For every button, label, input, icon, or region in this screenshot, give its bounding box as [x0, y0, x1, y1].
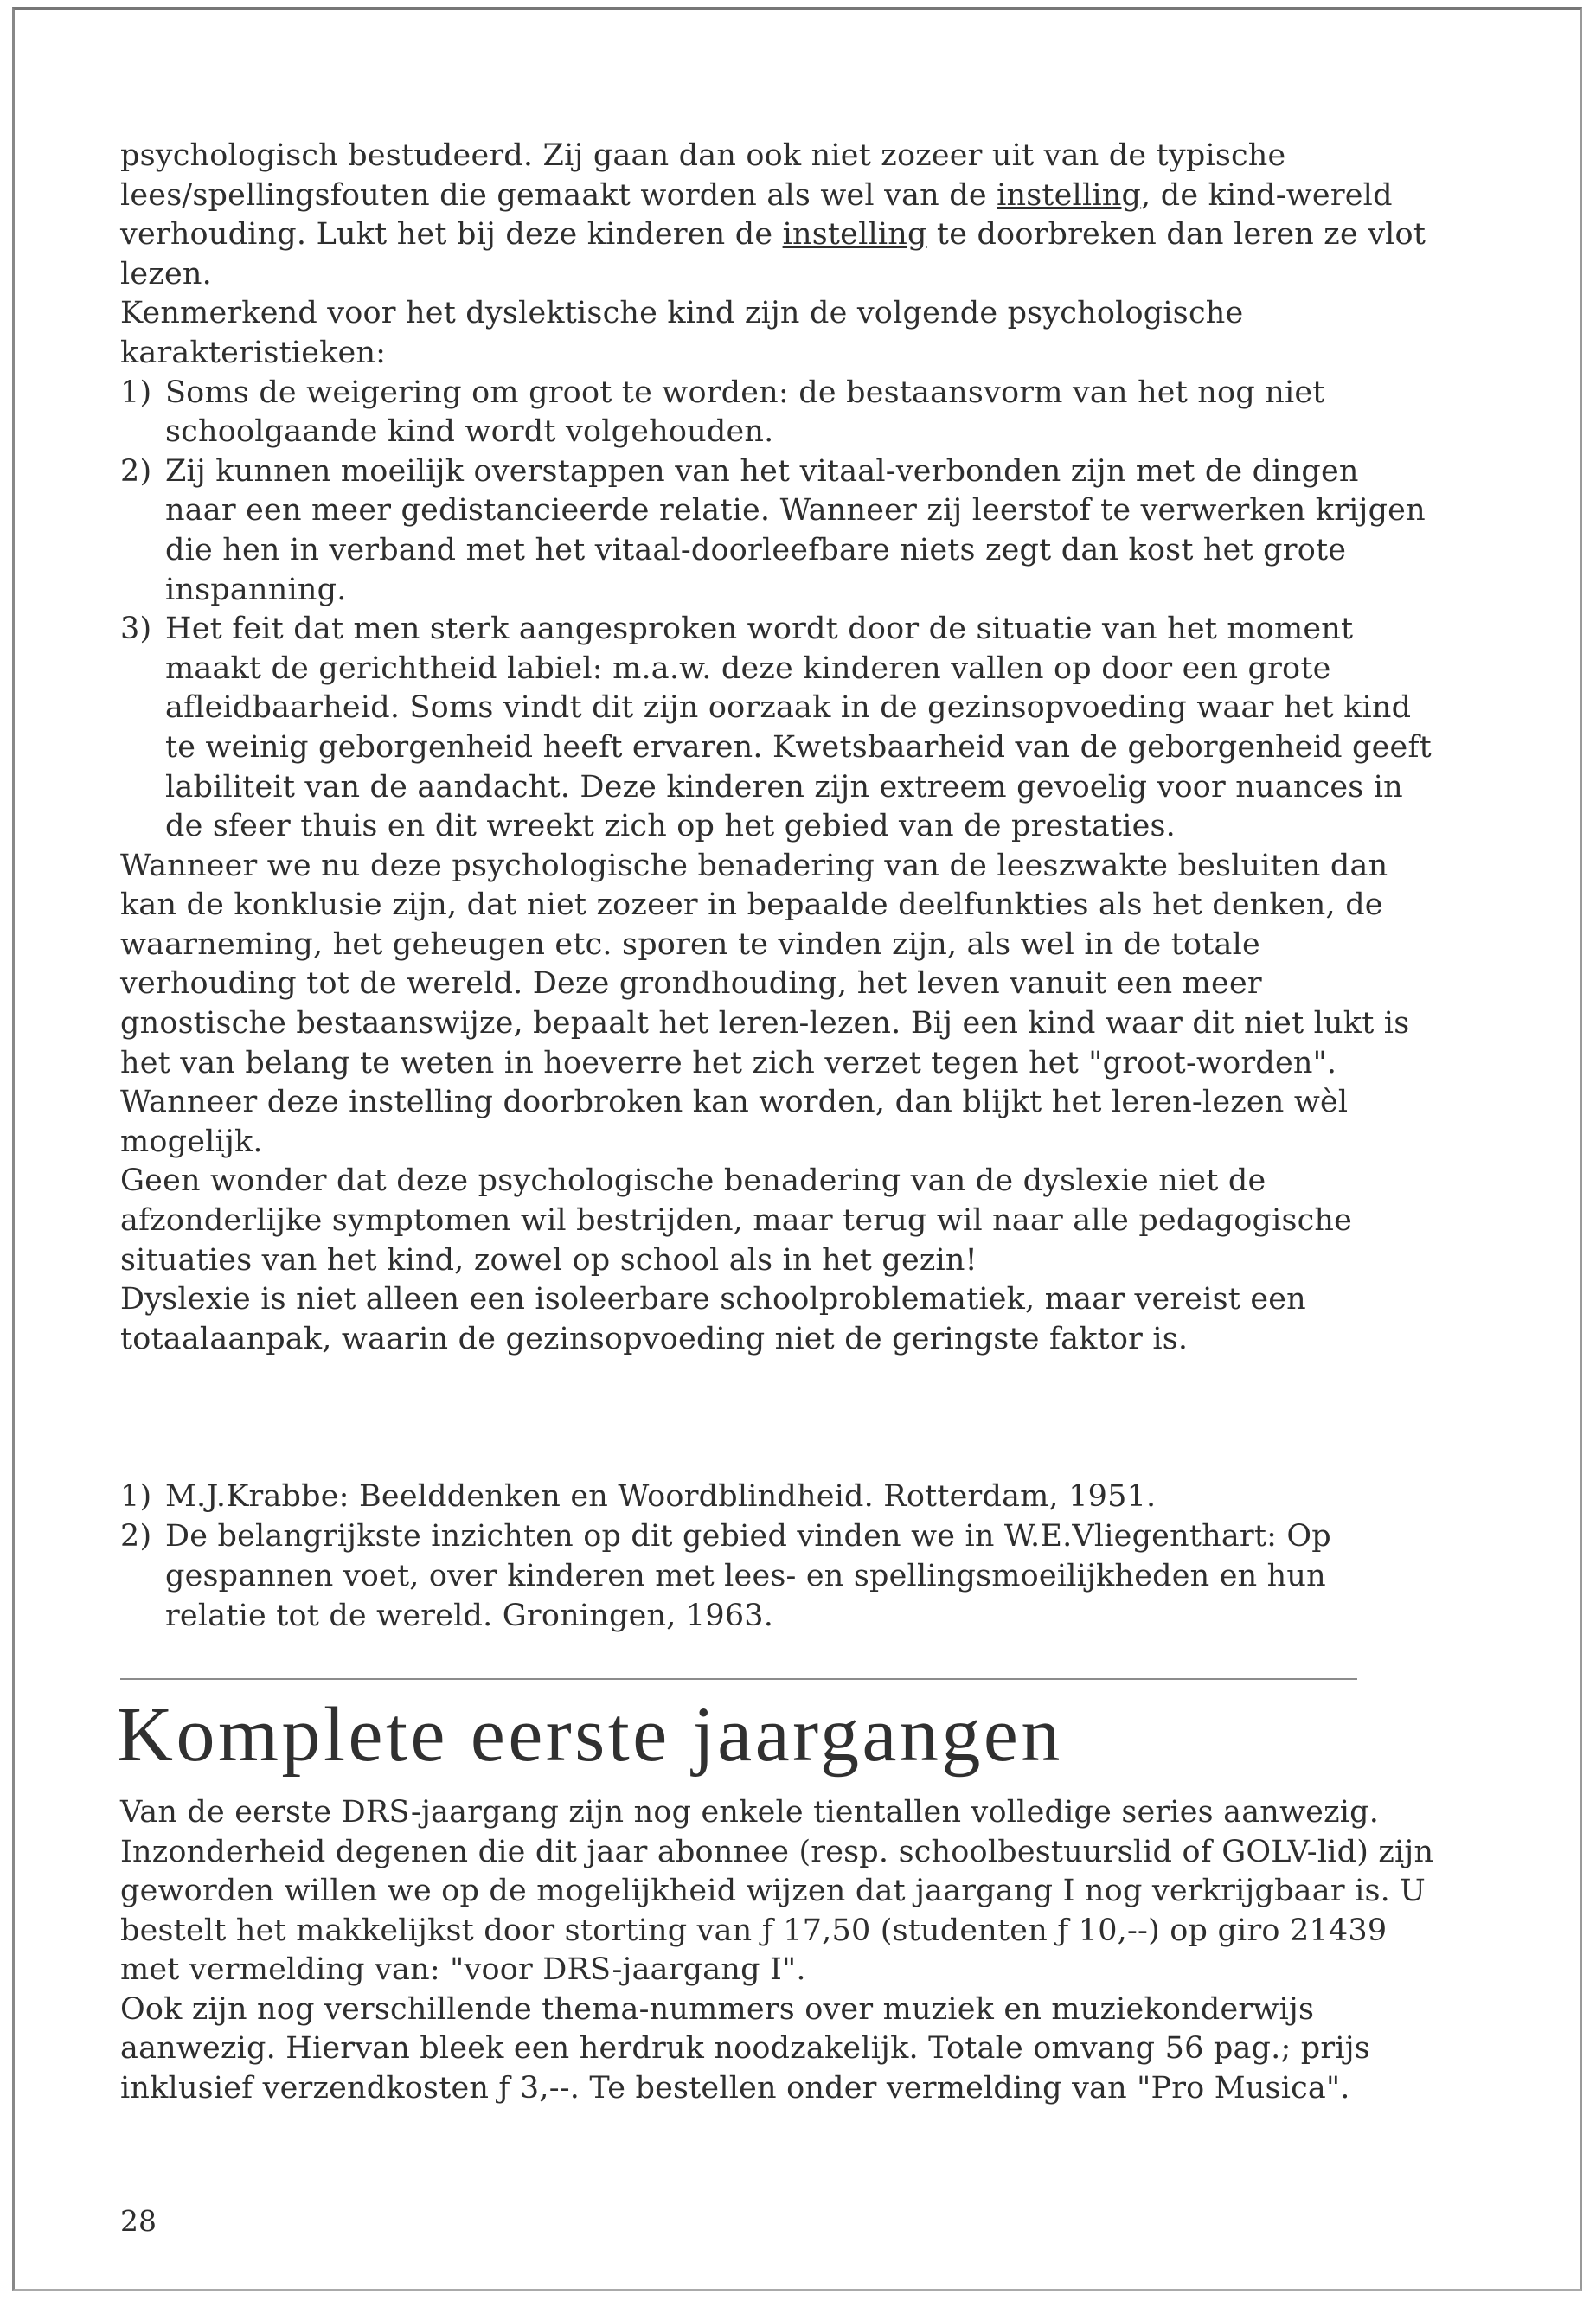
- intro-paragraph: [120, 137, 1435, 294]
- list-item-text: Soms de weigering om groot te worden: de bestaansvorm van het nog niet schoolgaande kind wordt volgehouden.: [165, 375, 1325, 450]
- intro-text-2: , de kind-wereld verhouding. Lukt het bij deze kinderen de: [120, 177, 1393, 253]
- ad-paragraph: Van de eerste DRS-jaargang zijn nog enkele tientallen volledige series aanwezig. Inzonderheid degenen die dit jaar abonnee (resp. schoolbestuurslid of GOLV-lid) zijn geworden willen we op de mogelijkheid wijzen dat jaargang I nog verkrijgbaar is. U bestelt het makkelijkst door storting van ƒ 17,50 (studenten ƒ 10,--) op giro 21439 met vermelding van: "voor DRS-jaargang I".: [120, 1795, 1434, 1987]
- list-item-number: 1): [120, 375, 152, 410]
- footnote-text: De belangrijkste inzichten op dit gebied vinden we in W.E.Vliegenthart: Op gespannen voet, over kinderen met lees- en spellingsmoeilijkheden en hun relatie tot de wereld. Groningen, 1963.: [165, 1519, 1331, 1633]
- ad-heading: Komplete eerste jaargangen: [117, 1692, 1063, 1778]
- list-item: [120, 452, 1435, 610]
- list-item-text: Zij kunnen moeilijk overstappen van het vitaal-verbonden zijn met de dingen naar een meer gedistancieerde relatie. Wanneer zij leerstof te verwerken krijgen die hen in verband met het vitaal-doorleefbare niets zegt dan kost het grote inspanning.: [165, 453, 1426, 607]
- underlined-word-2: instelling: [782, 217, 927, 253]
- footnote-number: 2): [120, 1519, 152, 1554]
- article-body: [120, 137, 1435, 1359]
- intro-text-3: te doorbreken dan leren ze vlot lezen.: [120, 217, 1426, 292]
- paragraph: Geen wonder dat deze psychologische benadering van de dyslexie niet de afzonderlijke symptomen wil bestrijden, maar terug wil naar alle pedagogische situaties van het kind, zowel op school als in het gezin!: [120, 1163, 1353, 1278]
- ad-paragraph: Ook zijn nog verschillende thema-nummers over muziek en muziekonderwijs aanwezig. Hiervan bleek een herdruk noodzakelijk. Totale omvang 56 pag.; prijs inklusief verzendkosten ƒ 3,--. Te bestellen onder vermelding van "Pro Musica".: [120, 1991, 1370, 2106]
- footnote: [120, 1516, 1435, 1636]
- ad-body: [120, 1793, 1435, 2108]
- characteristics-intro: Kenmerkend voor het dyslektische kind zijn de volgende psychologische karakteristieken:: [120, 296, 1244, 370]
- footnote: [120, 1477, 1435, 1516]
- list-item: [120, 610, 1435, 847]
- footnote-number: 1): [120, 1479, 152, 1514]
- page-number: 28: [120, 2204, 157, 2238]
- underlined-word-1: instelling: [997, 177, 1142, 213]
- paragraph: Dyslexie is niet alleen een isoleerbare schoolproblematiek, maar vereist een totaalaanpak, waarin de gezinsopvoeding niet de geringste faktor is.: [120, 1282, 1306, 1356]
- paragraph: Wanneer we nu deze psychologische benadering van de leeszwakte besluiten dan kan de konklusie zijn, dat niet zozeer in bepaalde deelfunkties als het denken, de waarneming, het geheugen etc. sporen te vinden zijn, als wel in de totale verhouding tot de wereld. Deze grondhouding, het leven vanuit een meer gnostische bestaanswijze, bepaalt het leren-lezen. Bij een kind waar dit niet lukt is het van belang te weten in hoeverre het zich verzet tegen het "groot-worden". Wanneer deze instelling doorbroken kan worden, dan blijkt het leren-lezen wèl mogelijk.: [120, 848, 1410, 1159]
- characteristics-list: [120, 374, 1435, 847]
- list-item-number: 2): [120, 453, 152, 489]
- list-item-text: Het feit dat men sterk aangesproken wordt door de situatie van het moment maakt de gerichtheid labiel: m.a.w. deze kinderen vallen op door een grote afleidbaarheid. Soms vindt dit zijn oorzaak in de gezinsopvoeding waar het kind te weinig geborgenheid heeft ervaren. Kwetsbaarheid van de geborgenheid geeft labiliteit van de aandacht. Deze kinderen zijn extreem gevoelig voor nuances in de sfeer thuis en dit wreekt zich op het gebied van de prestaties.: [165, 612, 1432, 844]
- footnotes: [120, 1477, 1435, 1636]
- list-item: [120, 374, 1435, 452]
- footnote-text: M.J.Krabbe: Beelddenken en Woordblindheid. Rotterdam, 1951.: [165, 1479, 1157, 1514]
- section-divider: [120, 1678, 1357, 1680]
- list-item-number: 3): [120, 612, 152, 647]
- intro-text-1: psychologisch bestudeerd. Zij gaan dan ook niet zozeer uit van de typische lees/spellingsfouten die gemaakt worden als wel van de: [120, 138, 1286, 213]
